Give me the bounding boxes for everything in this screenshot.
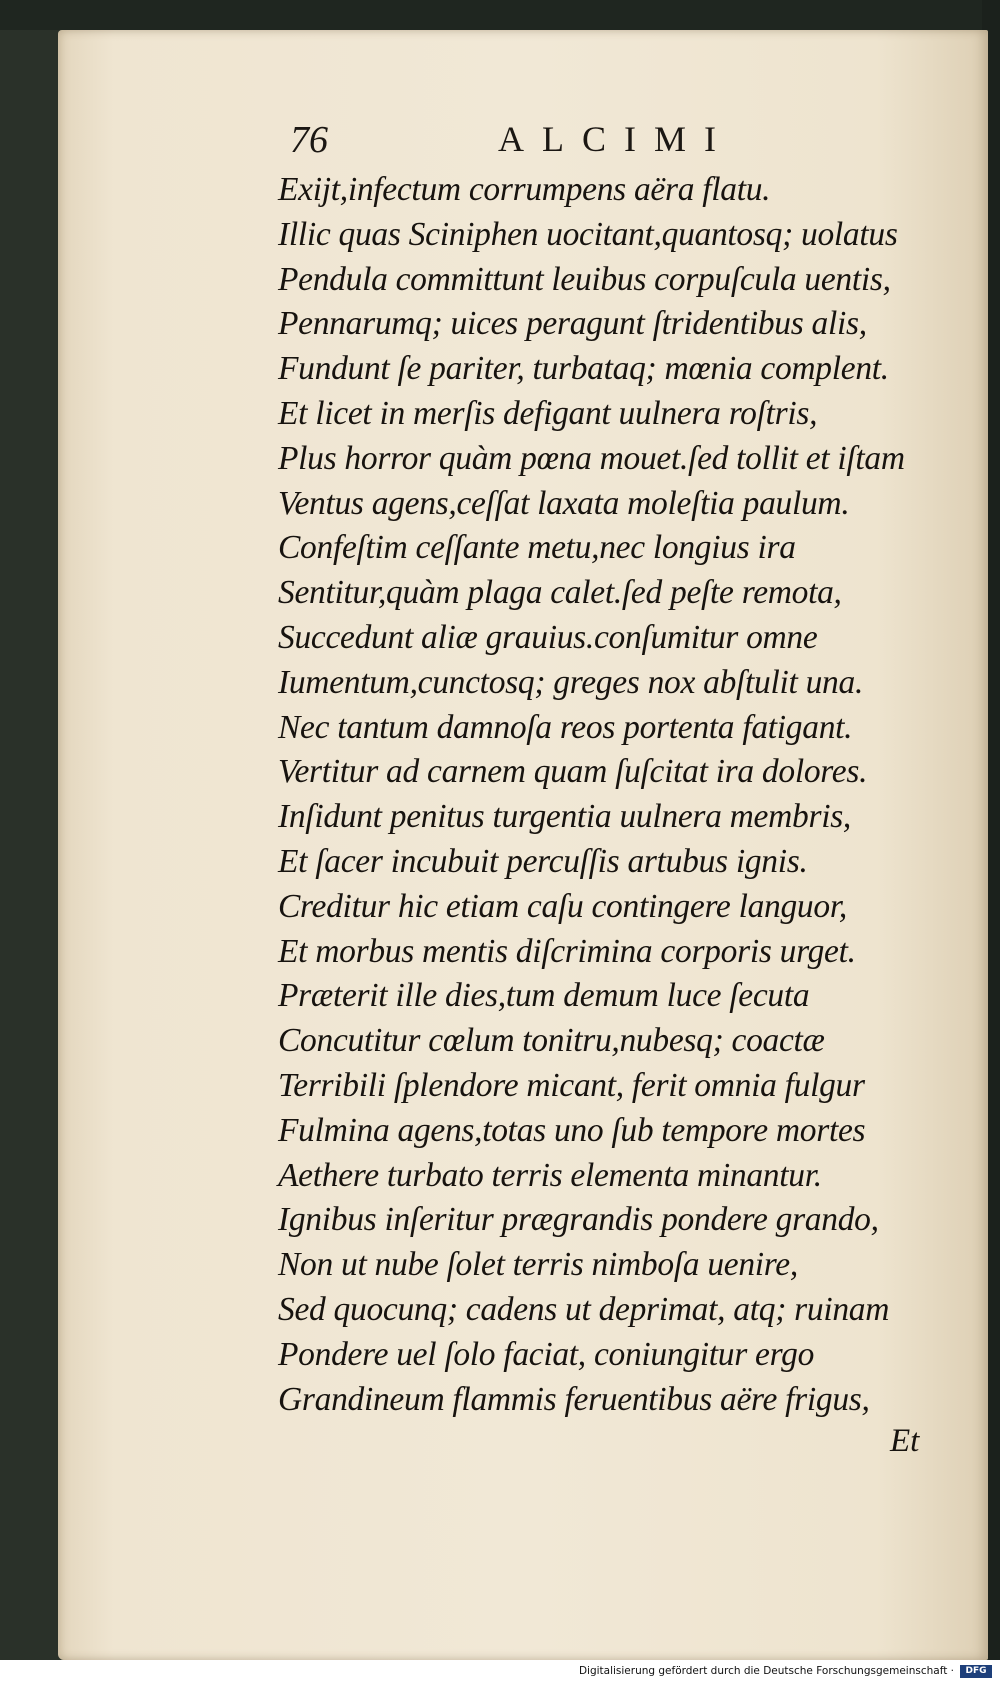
verse-line: Terribili ſplendore micant, ferit omnia fulgur (278, 1066, 865, 1104)
verse-line: Pondere uel ſolo faciat, coniungitur ergo (278, 1335, 815, 1373)
verse-line: Et licet in merſis defigant uulnera roſtris, (278, 394, 818, 432)
footer-credit-text: Digitalisierung gefördert durch die Deutsche Forschungsgemeinschaft · (578, 1665, 954, 1677)
verse-line: Ventus agens,ceſſat laxata moleſtia paulum. (278, 484, 850, 522)
verse-line: Exijt,infectum corrumpens aëra flatu. (278, 171, 771, 208)
verse-line: Succedunt aliæ grauius.conſumitur omne (278, 618, 818, 656)
verse-text-block (278, 168, 978, 1422)
verse-line: Grandineum flammis feruentibus aëre frigus, (278, 1380, 870, 1418)
verse-line: Non ut nube ſolet terris nimboſa uenire, (278, 1246, 798, 1284)
verse-line: Sentitur,quàm plaga calet.ſed peſte remota, (278, 574, 842, 612)
verse-line: Ignibus inſeritur prægrandis pondere grando, (278, 1201, 879, 1239)
verse-line: Fundunt ſe pariter, turbataq; mœnia complent. (278, 350, 889, 388)
verse-line: Nec tantum damnoſa reos portenta fatigant. (278, 708, 853, 746)
dfg-logo-icon: DFG (960, 1665, 992, 1678)
page-header (290, 118, 750, 168)
verse-line: Vertitur ad carnem quam ſuſcitat ira dolores. (278, 753, 868, 791)
verse-line: Concutitur cœlum tonitru,nubesq; coactæ (278, 1022, 825, 1060)
digitization-footer (0, 1660, 1000, 1684)
verse-line: Confeſtim ceſſante metu,nec longius ira (278, 529, 796, 567)
verse-line: Plus horror quàm pœna mouet.ſed tollit et iſtam (278, 439, 905, 477)
verse-line: Creditur hic etiam caſu contingere languor, (278, 887, 847, 925)
verse-line: Inſidunt penitus turgentia uulnera membris, (278, 798, 852, 836)
verse-line: Pennarumq; uices peragunt ſtridentibus alis, (278, 305, 867, 343)
verse-line: Iumentum,cunctosq; greges nox abſtulit una. (278, 663, 864, 701)
verse-line: Pendula committunt leuibus corpuſcula uentis, (278, 260, 891, 298)
scan-background-top (0, 0, 1000, 30)
verse-line: Præterit ille dies,tum demum luce ſecuta (278, 977, 810, 1015)
verse-line: Aethere turbato terris elementa minantur. (278, 1156, 822, 1194)
running-title: ALCIMI (498, 119, 734, 159)
verse-line: Illic quas Sciniphen uocitant,quantosq; uolatus (278, 215, 898, 253)
verse-line: Fulmina agens,totas uno ſub tempore mortes (278, 1111, 866, 1149)
verse-line: Et ſacer incubuit percuſſis artubus ignis. (278, 842, 808, 880)
verse-line: Sed quocunq; cadens ut deprimat, atq; ruinam (278, 1290, 890, 1328)
page-number: 76 (290, 119, 328, 161)
verse-line: Et morbus mentis diſcrimina corporis urget. (278, 932, 856, 970)
catchword: Et (890, 1423, 920, 1459)
